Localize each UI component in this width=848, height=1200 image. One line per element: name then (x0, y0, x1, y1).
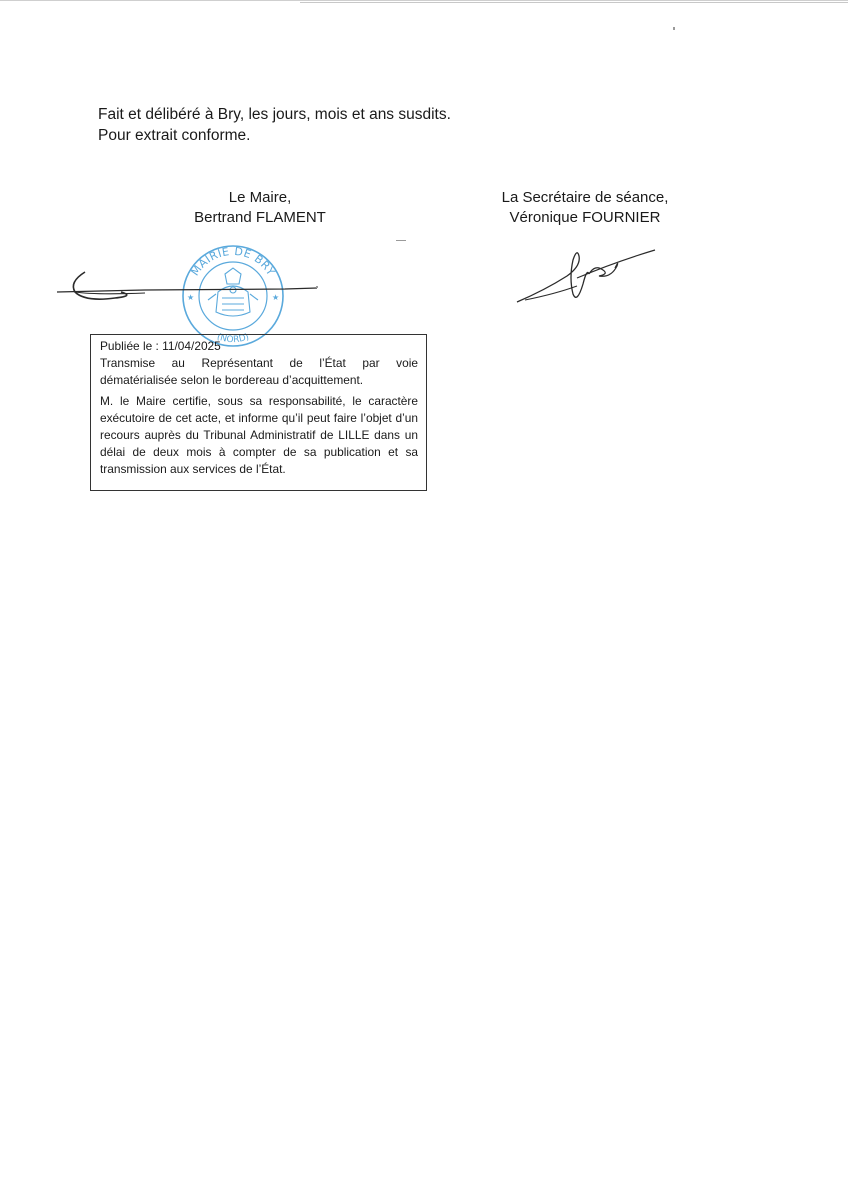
mayor-name: Bertrand FLAMENT (194, 209, 326, 226)
closing-statement (98, 104, 451, 146)
mayor-signature-block (160, 188, 360, 228)
mayor-handwritten-signature (55, 262, 325, 312)
secretary-role: La Secrétaire de séance, (501, 189, 669, 206)
transmission-text: Transmise au Représentant de l’État par voie dématérialisée selon le bordereau d’acquittement. (100, 356, 418, 387)
secretary-name: Véronique FOURNIER (509, 209, 661, 226)
secretary-signature-block (480, 188, 690, 228)
closing-line-2: Pour extrait conforme. (98, 127, 251, 144)
publication-label: Publiée le : (100, 339, 159, 353)
scan-edge-line (0, 0, 848, 1)
scan-speck (673, 27, 675, 30)
secretary-handwritten-signature (515, 238, 660, 310)
closing-line-1: Fait et délibéré à Bry, les jours, mois et ans susdits. (98, 106, 451, 123)
publication-date: 11/04/2025 (162, 339, 221, 353)
svg-text:★: ★ (187, 293, 195, 302)
publication-line (100, 338, 418, 355)
mayor-role: Le Maire, (228, 189, 292, 206)
scan-speck (316, 286, 318, 288)
stamp-bottom-text: (NORD) (215, 332, 251, 346)
scan-speck (396, 240, 406, 241)
publication-notice-box (90, 334, 427, 491)
svg-text:★: ★ (272, 293, 280, 302)
stamp-top-text: MAIRIE DE BRY (188, 244, 278, 279)
scan-edge-line-2 (300, 2, 848, 3)
certification-text: M. le Maire certifie, sous sa responsabilité, le caractère exécutoire de cet acte, et informe qu’il peut faire l’objet d’un recours auprès du Tribunal Administratif de LILLE dans un délai de deux mois à compter de sa publication et sa transmission aux services de l’État. (100, 394, 418, 476)
